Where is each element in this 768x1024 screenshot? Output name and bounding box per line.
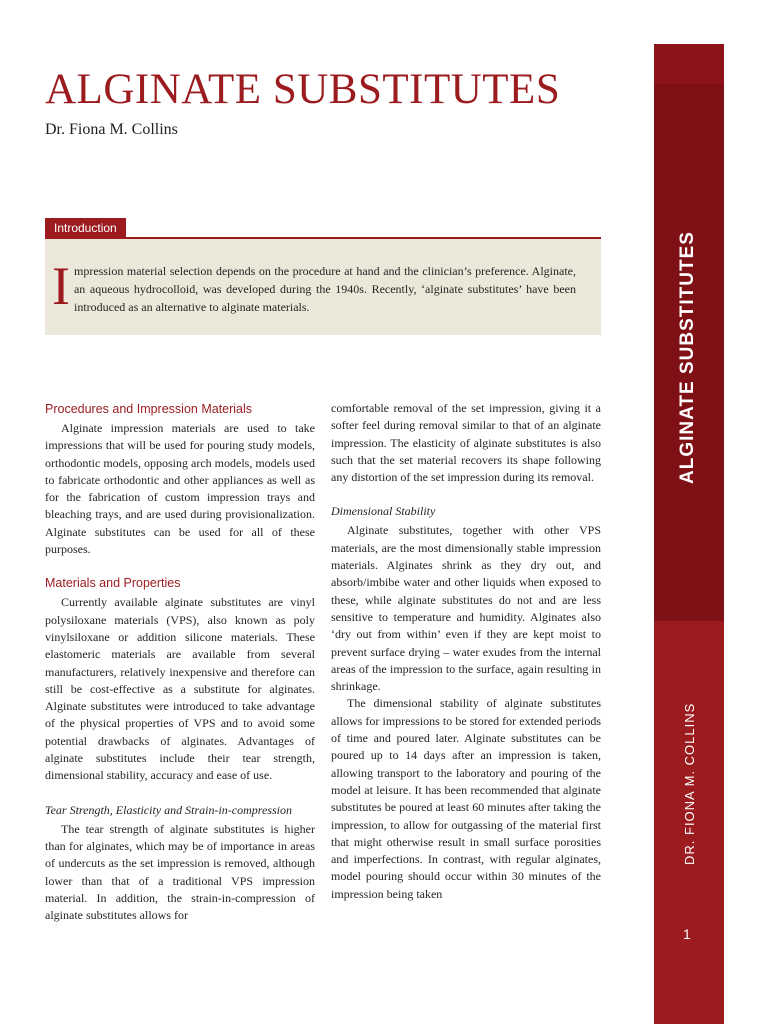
left-column <box>45 400 315 924</box>
paragraph-procedures: Alginate impression materials are used to take impressions that will be used for pouring study models, orthodontic models, opposing arch models, models used to fabricate orthodontic and other appliances as well as for the fabrication of custom impression trays and bleaching trays, and are used during provisionalization. Alginate substitutes can be used for all of these purposes. <box>45 421 315 557</box>
intro-paragraph <box>52 256 576 316</box>
paragraph-storage: The dimensional stability of alginate substitutes allows for impressions to be stored for extended periods of time and poured later. Alginate substitutes can be poured up to 14 days after an impression is taken, allowing transport to the laboratory and pouring of the model at leisure. It has been recommended that alginate substitutes be poured at least 60 minutes after taking the impression, to allow for outgassing of the material first that might otherwise result in small surface porosities and imperfections. In contrast, with regular alginates, model pouring should occur within 30 minutes of the impression being taken <box>331 696 601 901</box>
paragraph-tear-strength: The tear strength of alginate substitutes is higher than for alginates, which may be of importance in areas of undercuts as the set impression is removed, although lower than that of a traditional VPS impression material. In addition, the strain-in-compression of alginate substitutes allows for <box>45 821 315 923</box>
intro-text: mpression material selection depends on the procedure at hand and the clinician’s preference. Alginate, an aqueous hydrocolloid, was developed during the 1940s. Recently, ‘alginate substitutes’ have been introduced as an alternative to alginate materials. <box>73 264 576 314</box>
paragraph-dimensional-stability: Alginate substitutes, together with other VPS materials, are the most dimensionally stable impression materials. Alginates shrink as they dry out, and absorb/imbibe water and other liquids when exposed to these, while alginate substitutes do not and are less sensitive to temperature and humidity. Alginates also ‘dry out from within’ even if they are kept moist to prevent surface drying – water exudes from the internal areas of the impression to the surface, again resulting in shrinkage. <box>331 523 601 694</box>
sidebar-author: DR. FIONA M. COLLINS <box>682 702 697 865</box>
drop-cap: I <box>52 256 70 316</box>
subheading-tear-strength: Tear Strength, Elasticity and Strain-in-compression <box>45 802 292 817</box>
section-heading-materials: Materials and Properties <box>45 576 181 591</box>
page-number: 1 <box>683 926 691 942</box>
intro-tab: Introduction <box>45 218 126 238</box>
article-title: ALGINATE SUBSTITUTES <box>45 66 561 113</box>
section-heading-procedures: Procedures and Impression Materials <box>45 402 253 416</box>
paragraph-continued: comfortable removal of the set impression, giving it a softer feel during removal similar to that of an alginate impression. The elasticity of alginate substitutes is also such that the set material recovers its shape following any distortion of the set impression during its removal. <box>331 401 601 485</box>
paragraph-materials: Currently available alginate substitutes are vinyl polysiloxane materials (VPS), also known as poly vinylsiloxane or addition silicone materials. These elastomeric materials are available from several manufacturers, relatively inexpensive and therefore can still be cost-effective as a substitute for alginates. Alginate substitutes were introduced to take advantage of the physical properties of VPS and to avoid some potential drawbacks of alginates. Advantages of alginate substitutes include their tear strength, dimensional stability, accuracy and ease of use. <box>45 595 315 783</box>
author-name: Dr. Fiona M. Collins <box>45 121 178 138</box>
subheading-dimensional-stability: Dimensional Stability <box>331 504 436 519</box>
right-column <box>331 400 601 903</box>
sidebar-top-block <box>654 44 724 84</box>
sidebar-title: ALGINATE SUBSTITUTES <box>677 231 698 484</box>
